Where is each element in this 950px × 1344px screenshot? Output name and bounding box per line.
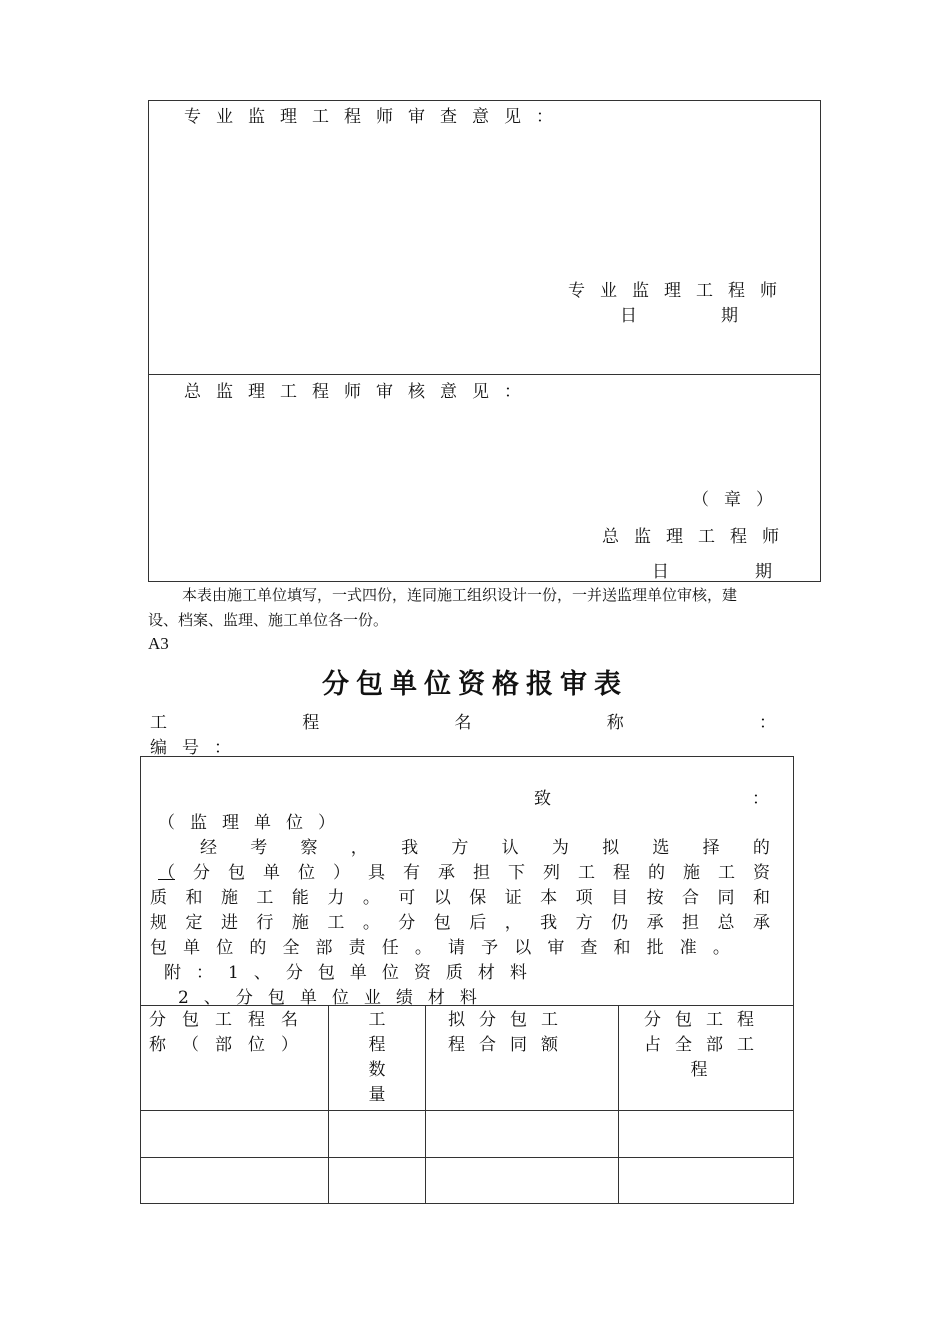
header-contract-amount: 拟分包工程合同额 — [426, 1006, 619, 1111]
project-name-char: 称 — [606, 713, 624, 733]
specialist-signature-label: 专业监理工程师 — [568, 281, 792, 301]
date-char-period: 期 — [755, 562, 772, 582]
addressee-supervision-unit: （监理单位） — [158, 813, 350, 833]
table-cell — [619, 1158, 794, 1204]
letter-body-line-1: 经 考 察 ， 我 方 认 为 拟 选 择 的 — [200, 838, 770, 858]
letter-body-line-4: 规 定 进 行 施 工 。 分 包 后 ， 我 方 仍 承 担 总 承 — [150, 913, 770, 933]
header-percentage-of-total: 分包工程占全部工程 — [619, 1006, 794, 1111]
table-cell — [329, 1158, 426, 1204]
table-cell — [619, 1111, 794, 1158]
project-name-char: 名 — [454, 713, 472, 733]
project-name-char: 程 — [302, 713, 320, 733]
table-cell — [329, 1111, 426, 1158]
footnote — [148, 583, 808, 633]
header-work-quantity: 工程数量 — [329, 1006, 426, 1111]
footnote-line-1: 本表由施工单位填写，一式四份，连同施工组织设计一份，一并送监理单位审核，建 — [182, 586, 738, 604]
seal-label: （章） — [692, 490, 788, 510]
letter-to-label: 致 — [534, 789, 551, 809]
date-char-period: 期 — [721, 306, 738, 326]
specialist-review-box — [148, 100, 821, 375]
footnote-line-2: 设、档案、监理、施工单位各一份。 — [148, 611, 389, 629]
chief-signature-label: 总监理工程师 — [602, 527, 794, 547]
table-cell — [426, 1158, 619, 1204]
header-subcontract-work-name: 分包工程名称（部位） — [141, 1006, 329, 1111]
project-name-char: ： — [759, 713, 776, 733]
form-title: 分包单位资格报审表 — [322, 669, 628, 700]
chief-date-label — [652, 557, 772, 582]
table-row — [141, 1111, 794, 1158]
letter-body-line-5: 包 单 位 的 全 部 责 任 。 请 予 以 审 查 和 批 准 。 — [150, 938, 730, 958]
table-cell — [426, 1111, 619, 1158]
form-code: A3 — [148, 634, 169, 653]
table-cell — [141, 1158, 329, 1204]
letter-to-colon: ： — [752, 789, 769, 809]
date-char-day: 日 — [652, 562, 669, 582]
chief-review-box — [148, 374, 821, 582]
attachment-1: 附：1、分包单位资质材料 — [164, 963, 542, 983]
subcontract-table — [140, 1005, 794, 1204]
project-name-label — [150, 708, 776, 733]
attachment-2: 2、分包单位业绩材料 — [178, 988, 492, 1008]
chief-opinion-label: 总监理工程师审核意见： — [184, 382, 536, 402]
project-name-char: 工 — [150, 713, 167, 733]
specialist-opinion-label: 专业监理工程师审查意见： — [184, 107, 568, 127]
table-cell — [141, 1111, 329, 1158]
letter-body-line-2: （ 分 包 单 位 ） 具 有 承 担 下 列 工 程 的 施 工 资 — [158, 863, 770, 883]
table-header-row — [141, 1006, 794, 1111]
letter-body-line-3: 质 和 施 工 能 力 。 可 以 保 证 本 项 目 按 合 同 和 — [150, 888, 770, 908]
date-char-day: 日 — [620, 306, 637, 326]
table-row — [141, 1158, 794, 1204]
specialist-date-label — [620, 301, 738, 326]
serial-number-label: 编号： — [150, 738, 246, 758]
